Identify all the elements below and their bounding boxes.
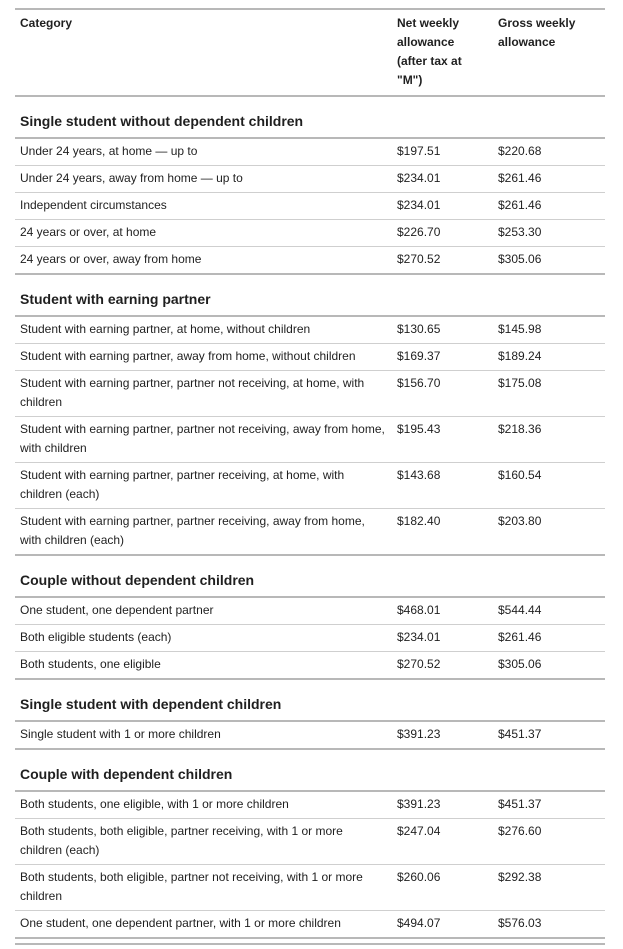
cell-gross-weekly: $175.08	[493, 371, 605, 417]
cell-category: Student with earning partner, at home, without children	[15, 316, 392, 344]
cell-category: One student, one dependent partner, with 1 or more children	[15, 911, 392, 939]
cell-net-weekly: $169.37	[392, 344, 493, 371]
cell-category: One student, one dependent partner	[15, 597, 392, 625]
table-row	[15, 652, 605, 680]
cell-gross-weekly: $305.06	[493, 247, 605, 275]
cell-category: Under 24 years, away from home — up to	[15, 166, 392, 193]
cell-net-weekly: $494.07	[392, 911, 493, 939]
cell-net-weekly: $468.01	[392, 597, 493, 625]
cell-category: Student with earning partner, partner receiving, at home, with children (each)	[15, 463, 392, 509]
allowance-table	[15, 8, 605, 939]
cell-net-weekly: $234.01	[392, 193, 493, 220]
cell-gross-weekly: $145.98	[493, 316, 605, 344]
section-title: Couple with dependent children	[15, 749, 605, 791]
table-row	[15, 791, 605, 819]
cell-gross-weekly: $160.54	[493, 463, 605, 509]
table-header	[15, 9, 605, 96]
table-row	[15, 344, 605, 371]
cell-gross-weekly: $261.46	[493, 166, 605, 193]
cell-net-weekly: $391.23	[392, 721, 493, 749]
header-category: Category	[20, 16, 73, 30]
table-row	[15, 417, 605, 463]
table-row	[15, 819, 605, 865]
table-row	[15, 138, 605, 166]
cell-net-weekly: $270.52	[392, 652, 493, 680]
cell-gross-weekly: $220.68	[493, 138, 605, 166]
cell-gross-weekly: $261.46	[493, 625, 605, 652]
cell-net-weekly: $226.70	[392, 220, 493, 247]
cell-net-weekly: $391.23	[392, 791, 493, 819]
cell-net-weekly: $156.70	[392, 371, 493, 417]
cell-net-weekly: $234.01	[392, 625, 493, 652]
allowance-table-container	[15, 8, 605, 945]
section-header-row	[15, 274, 605, 316]
cell-gross-weekly: $576.03	[493, 911, 605, 939]
cell-gross-weekly: $451.37	[493, 791, 605, 819]
table-row	[15, 193, 605, 220]
cell-category: Student with earning partner, partner not receiving, at home, with children	[15, 371, 392, 417]
cell-net-weekly: $143.68	[392, 463, 493, 509]
section-title: Student with earning partner	[15, 274, 605, 316]
table-row	[15, 509, 605, 556]
cell-net-weekly: $195.43	[392, 417, 493, 463]
cell-gross-weekly: $203.80	[493, 509, 605, 556]
cell-gross-weekly: $292.38	[493, 865, 605, 911]
cell-net-weekly: $130.65	[392, 316, 493, 344]
table-row	[15, 865, 605, 911]
cell-net-weekly: $197.51	[392, 138, 493, 166]
cell-net-weekly: $270.52	[392, 247, 493, 275]
cell-gross-weekly: $218.36	[493, 417, 605, 463]
header-net-weekly: Net weekly allowance (after tax at "M")	[397, 16, 462, 87]
table-row	[15, 220, 605, 247]
cell-category: Under 24 years, at home — up to	[15, 138, 392, 166]
table-row	[15, 721, 605, 749]
header-gross-weekly: Gross weekly allowance	[498, 16, 576, 49]
table-row	[15, 597, 605, 625]
table-bottom-rule	[15, 943, 605, 945]
cell-gross-weekly: $261.46	[493, 193, 605, 220]
cell-gross-weekly: $305.06	[493, 652, 605, 680]
cell-category: Both students, one eligible	[15, 652, 392, 680]
cell-category: Independent circumstances	[15, 193, 392, 220]
section-title: Single student without dependent children	[15, 96, 605, 138]
section-header-row	[15, 555, 605, 597]
table-body	[15, 96, 605, 938]
cell-gross-weekly: $451.37	[493, 721, 605, 749]
cell-category: Both eligible students (each)	[15, 625, 392, 652]
cell-net-weekly: $260.06	[392, 865, 493, 911]
section-title: Single student with dependent children	[15, 679, 605, 721]
cell-gross-weekly: $253.30	[493, 220, 605, 247]
cell-category: Single student with 1 or more children	[15, 721, 392, 749]
cell-category: 24 years or over, away from home	[15, 247, 392, 275]
section-title: Couple without dependent children	[15, 555, 605, 597]
table-row	[15, 166, 605, 193]
cell-gross-weekly: $276.60	[493, 819, 605, 865]
cell-gross-weekly: $544.44	[493, 597, 605, 625]
section-header-row	[15, 679, 605, 721]
cell-category: Student with earning partner, away from home, without children	[15, 344, 392, 371]
table-row	[15, 625, 605, 652]
cell-category: Both students, both eligible, partner receiving, with 1 or more children (each)	[15, 819, 392, 865]
cell-gross-weekly: $189.24	[493, 344, 605, 371]
table-row	[15, 247, 605, 275]
cell-category: Student with earning partner, partner not receiving, away from home, with children	[15, 417, 392, 463]
cell-net-weekly: $234.01	[392, 166, 493, 193]
cell-net-weekly: $182.40	[392, 509, 493, 556]
cell-category: Student with earning partner, partner receiving, away from home, with children (each)	[15, 509, 392, 556]
cell-category: Both students, both eligible, partner not receiving, with 1 or more children	[15, 865, 392, 911]
cell-category: 24 years or over, at home	[15, 220, 392, 247]
cell-net-weekly: $247.04	[392, 819, 493, 865]
cell-category: Both students, one eligible, with 1 or more children	[15, 791, 392, 819]
table-row	[15, 911, 605, 939]
table-row	[15, 463, 605, 509]
table-row	[15, 371, 605, 417]
section-header-row	[15, 96, 605, 138]
header-row	[15, 9, 605, 96]
section-header-row	[15, 749, 605, 791]
table-row	[15, 316, 605, 344]
